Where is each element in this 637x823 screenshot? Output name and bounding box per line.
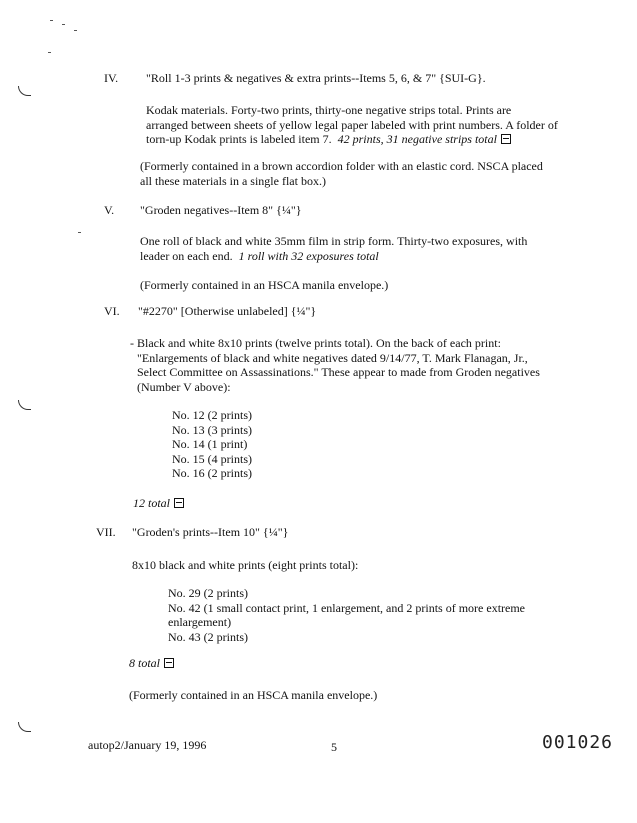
list-item: No. 13 (3 prints) [172, 422, 252, 437]
speck [62, 24, 65, 25]
section-vii-body: 8x10 black and white prints (eight prints total): [132, 558, 359, 572]
list-item: No. 16 (2 prints) [172, 466, 252, 480]
list-item: No. 42 (1 small contact print, 1 enlargement, and 2 prints of more extreme [168, 600, 526, 615]
margin-mark [18, 86, 31, 96]
section-vi-body [130, 336, 610, 394]
section-v-note: (Formerly contained in an HSCA manila envelope.) [140, 278, 389, 292]
section-vii-note: (Formerly contained in an HSCA manila envelope.) [129, 688, 378, 702]
margin-mark [18, 400, 31, 410]
speck [50, 20, 53, 21]
section-iv-summary: 42 prints, 31 negative strips total [337, 132, 497, 146]
section-vii-items [168, 586, 598, 644]
speck [78, 232, 81, 233]
checkbox-mark-icon [174, 498, 184, 508]
margin-mark [18, 722, 31, 732]
section-iv-note-line: all these materials in a single flat box.) [140, 173, 326, 188]
section-iv-body-line: Kodak materials. Forty-two prints, thirty-one negative strips total. Prints are [146, 103, 512, 117]
section-iv-note [140, 159, 610, 188]
section-v-summary: 1 roll with 32 exposures total [238, 248, 379, 263]
list-item: No. 29 (2 prints) [168, 586, 248, 600]
section-vi-heading: "#2270" [Otherwise unlabeled] {¼"} [138, 304, 317, 318]
section-v-body-line: leader on each end. 1 roll with 32 exposures total [140, 248, 379, 263]
list-item: No. 15 (4 prints) [172, 451, 252, 466]
section-v-body [140, 234, 610, 263]
section-v-numeral: V. [104, 203, 115, 217]
section-iv-numeral: IV. [104, 71, 119, 85]
section-vi-numeral: VI. [104, 304, 120, 318]
list-item: No. 14 (1 print) [172, 437, 248, 451]
section-iv-note-line: (Formerly contained in a brown accordion folder with an elastic cord. NSCA placed [140, 159, 543, 173]
section-vi-items [172, 408, 252, 481]
list-item: No. 12 (2 prints) [172, 408, 252, 422]
section-v-body-line: One roll of black and white 35mm film in strip form. Thirty-two exposures, with [140, 234, 528, 248]
section-vi-total: 12 total [133, 496, 184, 511]
page-number: 5 [331, 740, 337, 754]
section-vii-total: 8 total [129, 656, 174, 671]
section-vi-body-line: (Number V above): [137, 379, 231, 394]
list-item: enlargement) [168, 615, 232, 629]
section-vii-numeral: VII. [96, 525, 116, 539]
section-iv-body-line: torn-up Kodak prints is labeled item 7. 42 prints, 31 negative strips total [146, 132, 616, 147]
section-v-heading: "Groden negatives--Item 8" {¼"} [140, 203, 302, 217]
section-iv-body-line: arranged between sheets of yellow legal paper labeled with print numbers. A folder of [146, 117, 558, 132]
section-vi-body-line: "Enlargements of black and white negatives dated 9/14/77, T. Mark Flanagan, Jr., [137, 350, 528, 365]
checkbox-mark-icon [164, 658, 174, 668]
section-vi-body-line: Select Committee on Assassinations." These appear to made from Groden negatives [137, 365, 540, 379]
section-iv-heading: "Roll 1-3 prints & negatives & extra prints--Items 5, 6, & 7" {SUI-G}. [146, 71, 486, 85]
footer-left: autop2/January 19, 1996 [88, 738, 207, 752]
checkbox-mark-icon [501, 134, 511, 144]
document-id: 001026 [542, 732, 614, 753]
list-item: No. 43 (2 prints) [168, 629, 248, 644]
section-vi-body-line: - Black and white 8x10 prints (twelve prints total). On the back of each print: [130, 336, 501, 350]
section-vii-heading: "Groden's prints--Item 10" {¼"} [132, 525, 289, 539]
section-iv-body [146, 103, 616, 147]
speck [74, 30, 77, 31]
speck [48, 52, 51, 53]
